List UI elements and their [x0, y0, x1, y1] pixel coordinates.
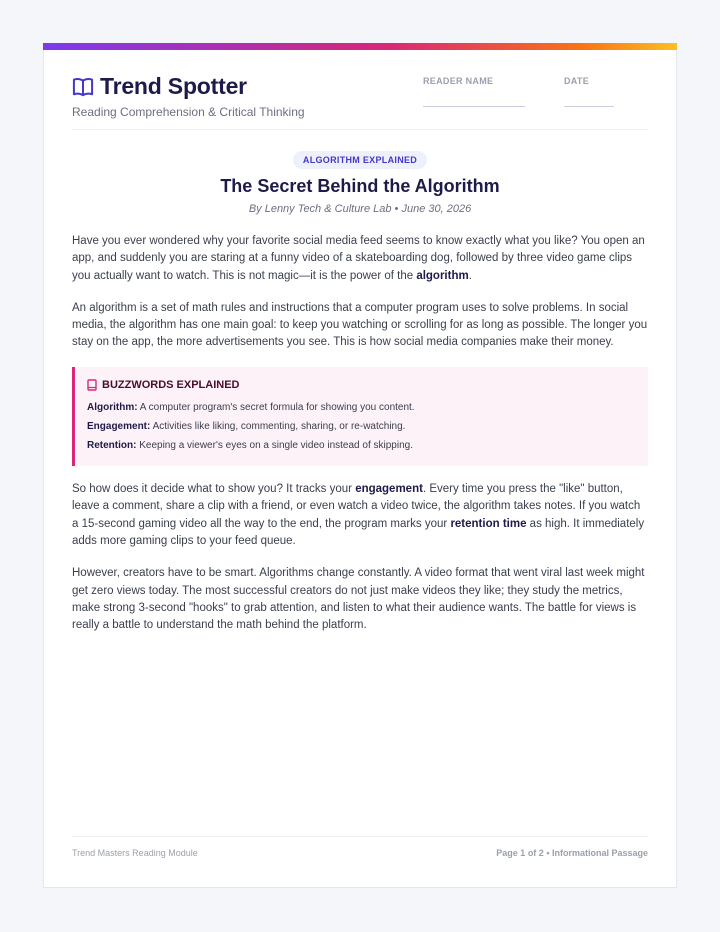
- article-byline: By Lenny Tech & Culture Lab • June 30, 2026: [248, 203, 472, 215]
- article-body: [72, 233, 648, 649]
- book-open-icon: [72, 77, 94, 97]
- paragraph-4: However, creators have to be smart. Algorithms change constantly. A video format that went viral last week might get zero views today. The most successful creators do not just make videos they like; they study the metrics, make strong 3-second "hooks" to grab attention, and listen to what their audience wants. The battle for views is really a battle to understand the math behind the platform.: [72, 567, 645, 632]
- page-footer: [72, 836, 648, 858]
- gradient-top-bar: [43, 43, 677, 50]
- paragraph-1: Have you ever wondered why your favorite social media feed seems to know exactly what you like? You open an app, and suddenly you are staring at a funny video of a skateboarding dog, followed by three video game clips you actually want to watch. This is not magic—it is the power of the algorithm.: [72, 235, 645, 282]
- date-label: DATE: [564, 76, 590, 86]
- paragraph-3: So how does it decide what to show you? It tracks your engagement. Every time you press the "like" button, leave a comment, share a clip with a friend, or even watch a video twice, the algorithm takes notes. If you watch a 15-second gaming video all the way to the end, the program marks your retention time as high. It immediately adds more gaming clips to your feed queue.: [72, 483, 645, 547]
- definition-retention: Retention: Keeping a viewer's eyes on a single video instead of skipping.: [87, 440, 413, 452]
- definition-engagement: Engagement: Activities like liking, commenting, sharing, or re-watching.: [87, 421, 406, 433]
- footer-module: Trend Masters Reading Module: [72, 848, 198, 858]
- definition-algorithm: Algorithm: A computer program's secret formula for showing you content.: [87, 402, 415, 414]
- book-icon: [87, 379, 97, 391]
- reader-name-field[interactable]: [423, 76, 525, 107]
- date-line: [564, 106, 614, 107]
- paragraph-2: An algorithm is a set of math rules and instructions that a computer program uses to solve problems. In social media, the algorithm has one main goal: to keep you watching or scrolling for as long as possible. The longer you stay on the app, the more advertisements you see. This is how social media companies make their money.: [72, 301, 648, 349]
- article-title: The Secret Behind the Algorithm: [220, 176, 500, 196]
- brand: [72, 73, 305, 119]
- footer-page-info: Page 1 of 2 • Informational Passage: [496, 848, 648, 858]
- topic-badge: ALGORITHM EXPLAINED: [293, 151, 427, 169]
- page-header: [72, 73, 648, 130]
- callout-heading: BUZZWORDS EXPLAINED: [102, 378, 240, 391]
- worksheet-page: [43, 43, 677, 888]
- reader-name-line: [423, 106, 525, 107]
- buzzwords-callout: [72, 367, 648, 466]
- app-subtitle: Reading Comprehension & Critical Thinking: [72, 105, 305, 119]
- app-title: Trend Spotter: [100, 73, 247, 99]
- date-field[interactable]: [564, 76, 614, 107]
- reader-name-label: READER NAME: [423, 76, 494, 86]
